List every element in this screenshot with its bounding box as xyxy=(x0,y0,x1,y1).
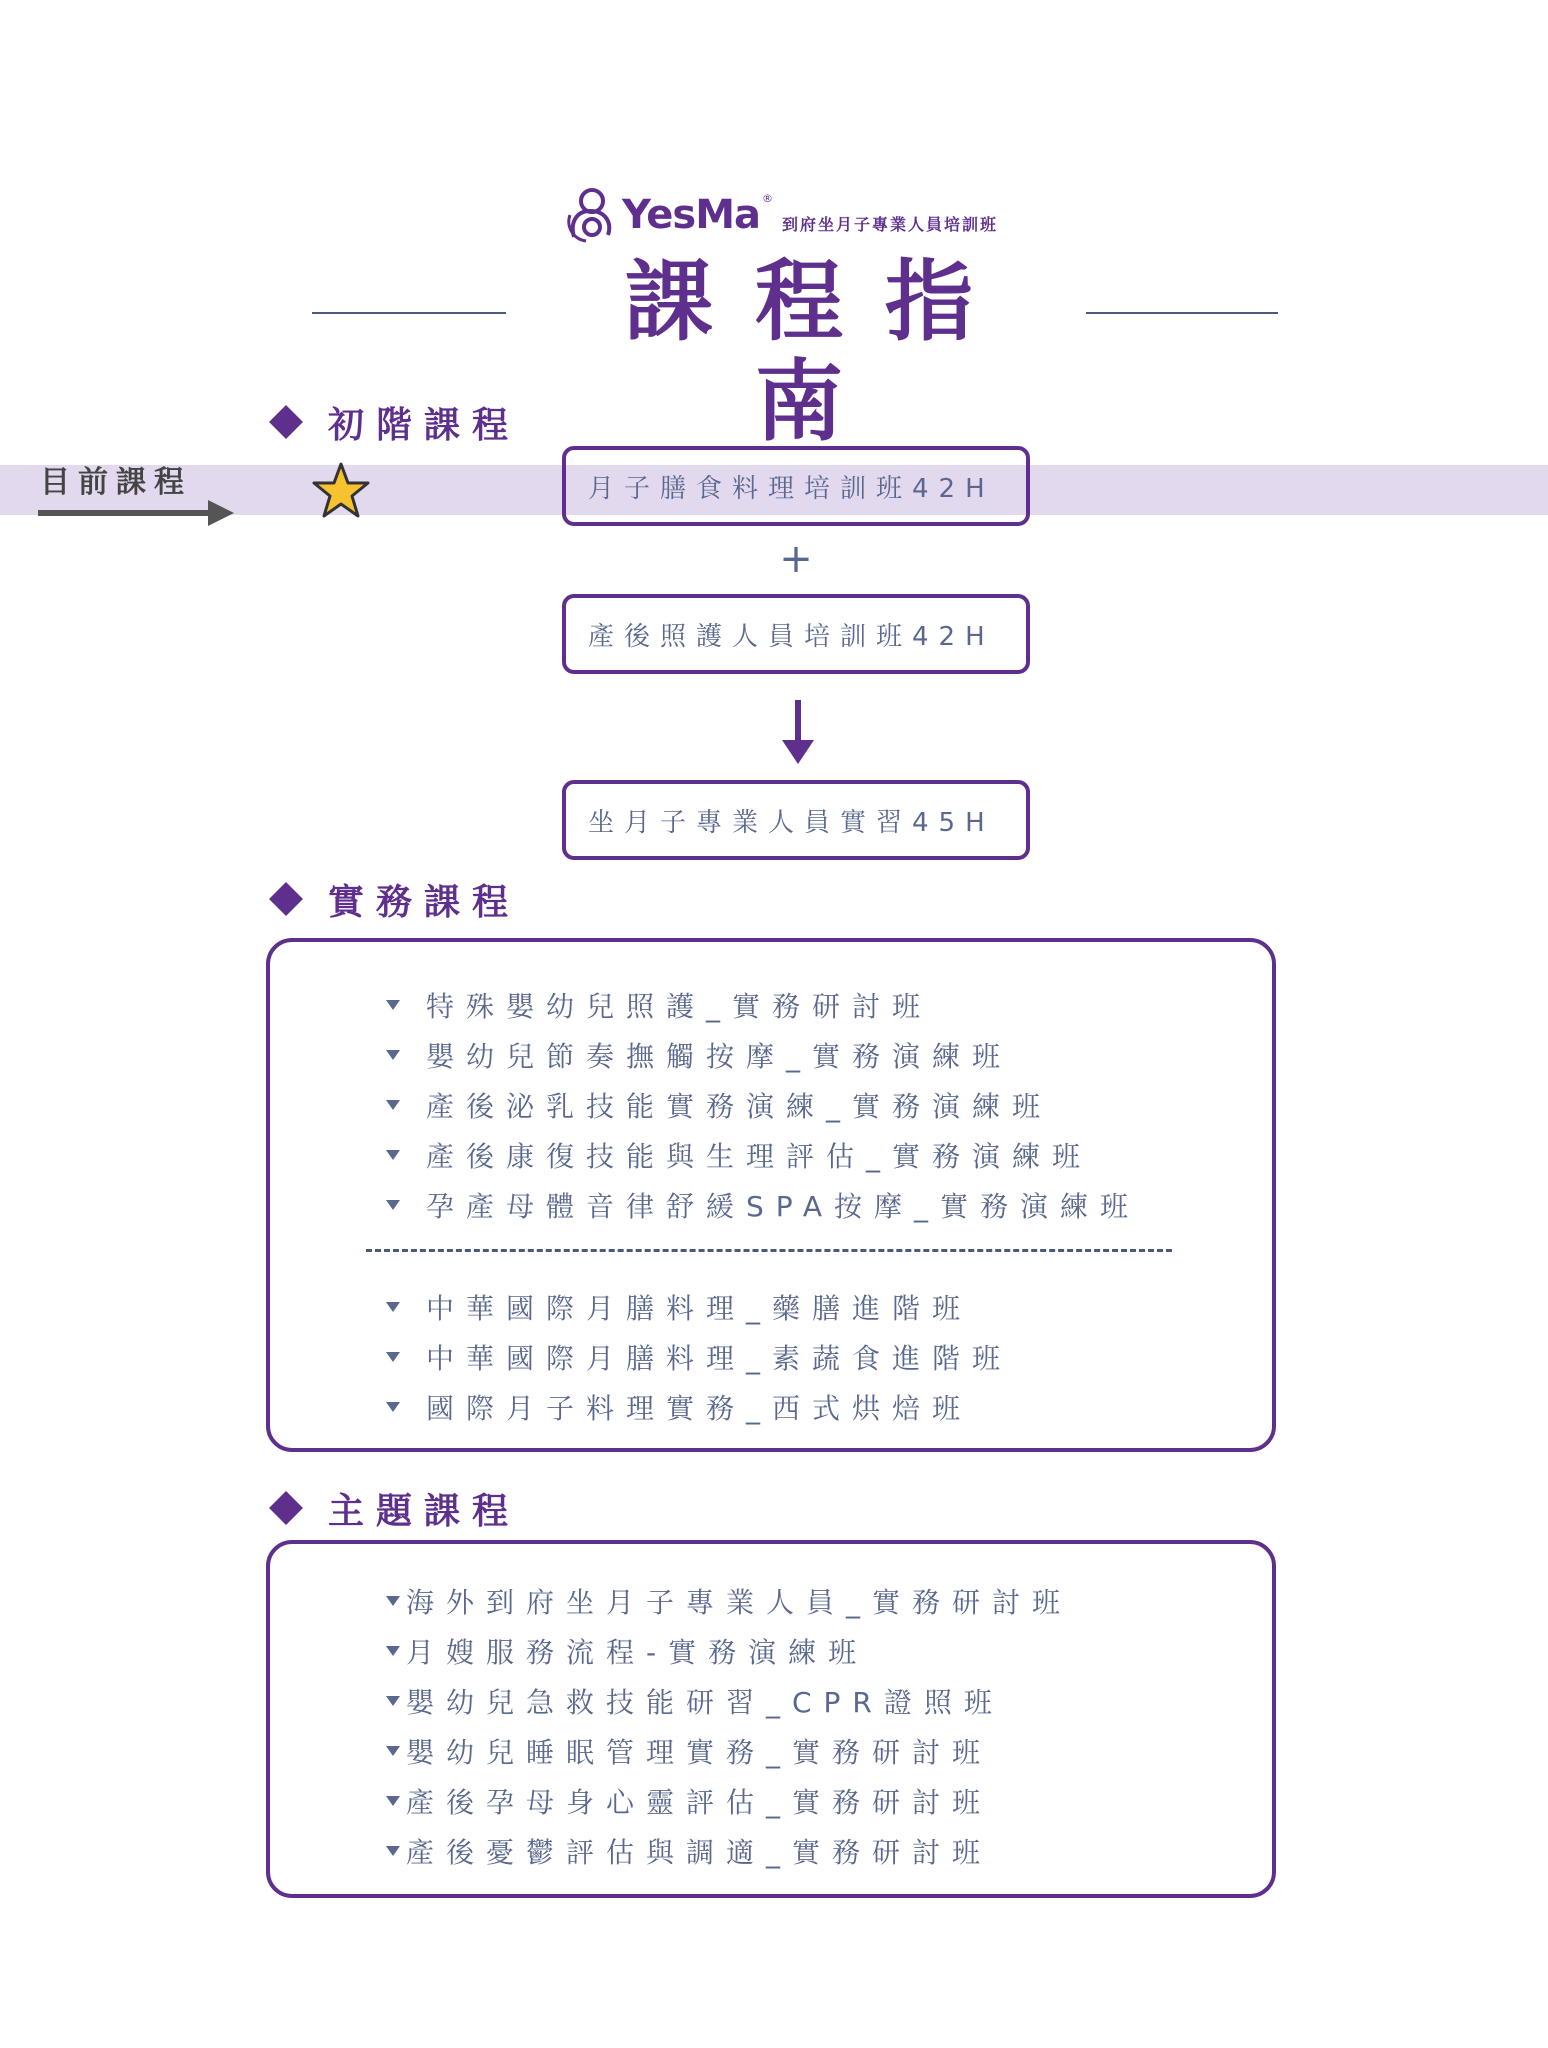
title-rule-right xyxy=(1086,312,1278,314)
course-box-internship: 坐月子專業人員實習45H xyxy=(562,780,1030,860)
diamond-bullet-icon xyxy=(269,1491,303,1525)
theme-list xyxy=(386,1576,1072,1876)
triangle-bullet-icon xyxy=(386,1352,400,1362)
list-item: 月嫂服務流程-實務演練班 xyxy=(386,1626,1072,1676)
section-heading-basic: 初階課程 xyxy=(268,397,520,447)
triangle-bullet-icon xyxy=(386,1696,400,1706)
triangle-bullet-icon xyxy=(386,1796,400,1806)
list-item: 中華國際月膳料理_藥膳進階班 xyxy=(386,1282,1012,1332)
dashed-divider xyxy=(366,1249,1172,1252)
mother-baby-logo-icon xyxy=(566,185,618,245)
triangle-bullet-icon xyxy=(386,1050,400,1060)
triangle-bullet-icon xyxy=(386,1596,400,1606)
list-item: 海外到府坐月子專業人員_實務研討班 xyxy=(386,1576,1072,1626)
course-box-meal: 月子膳食料理培訓班42H xyxy=(562,446,1030,526)
list-item: 產後憂鬱評估與調適_實務研討班 xyxy=(386,1826,1072,1876)
list-item: 孕產母體音律舒緩SPA按摩_實務演練班 xyxy=(386,1180,1140,1230)
triangle-bullet-icon xyxy=(386,1846,400,1856)
triangle-bullet-icon xyxy=(386,1402,400,1412)
list-item: 國際月子料理實務_西式烘焙班 xyxy=(386,1382,1012,1432)
diamond-bullet-icon xyxy=(269,882,303,916)
list-item: 嬰幼兒睡眠管理實務_實務研討班 xyxy=(386,1726,1072,1776)
arrow-right-icon xyxy=(38,500,238,526)
triangle-bullet-icon xyxy=(386,1302,400,1312)
list-item: 嬰幼兒節奏撫觸按摩_實務演練班 xyxy=(386,1030,1140,1080)
star-icon xyxy=(310,460,372,522)
page-title: 課程指南 xyxy=(624,250,1015,453)
triangle-bullet-icon xyxy=(386,1200,400,1210)
list-item: 產後康復技能與生理評估_實務演練班 xyxy=(386,1130,1140,1180)
logo-wordmark: YesMa ® xyxy=(622,192,773,238)
plus-sign: + xyxy=(779,536,813,582)
practice-list-advanced xyxy=(386,1282,1012,1432)
triangle-bullet-icon xyxy=(386,1150,400,1160)
list-item: 產後泌乳技能實務演練_實務演練班 xyxy=(386,1080,1140,1130)
practice-list xyxy=(386,980,1140,1230)
brand-logo xyxy=(566,180,1046,250)
triangle-bullet-icon xyxy=(386,1000,400,1010)
current-course-label: 目前課程 xyxy=(40,465,192,500)
course-box-postpartum-care: 產後照護人員培訓班42H xyxy=(562,594,1030,674)
section-heading-practice: 實務課程 xyxy=(268,874,520,924)
list-item: 中華國際月膳料理_素蔬食進階班 xyxy=(386,1332,1012,1382)
triangle-bullet-icon xyxy=(386,1746,400,1756)
arrow-down-icon xyxy=(780,700,816,766)
section-heading-theme: 主題課程 xyxy=(268,1483,520,1533)
diamond-bullet-icon xyxy=(269,405,303,439)
triangle-bullet-icon xyxy=(386,1646,400,1656)
triangle-bullet-icon xyxy=(386,1100,400,1110)
list-item: 產後孕母身心靈評估_實務研討班 xyxy=(386,1776,1072,1826)
list-item: 嬰幼兒急救技能研習_CPR證照班 xyxy=(386,1676,1072,1726)
title-rule-left xyxy=(312,312,506,314)
logo-subtitle: 到府坐月子專業人員培訓班 xyxy=(782,214,999,234)
list-item: 特殊嬰幼兒照護_實務研討班 xyxy=(386,980,1140,1030)
